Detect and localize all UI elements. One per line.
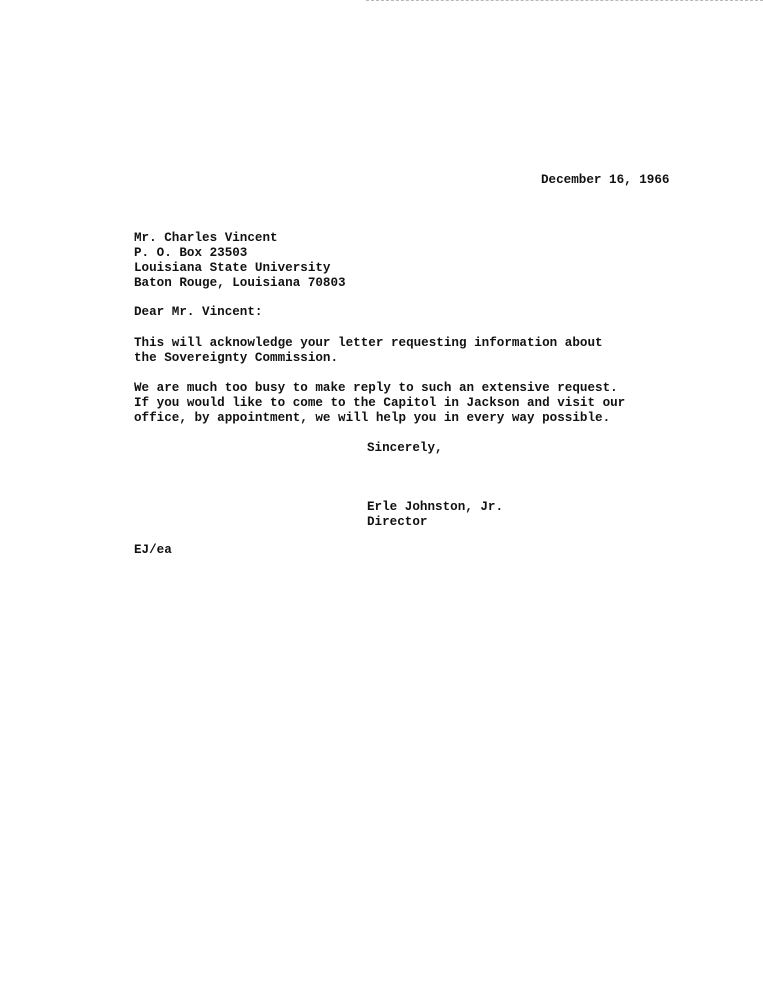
salutation: Dear Mr. Vincent:: [134, 305, 263, 319]
recipient-name: Mr. Charles Vincent: [134, 231, 278, 245]
paragraph-2-line-2: If you would like to come to the Capitol in Jackson and visit our: [134, 396, 626, 410]
paragraph-1-line-1: This will acknowledge your letter requesting information about: [134, 336, 603, 350]
signer-title: Director: [367, 515, 428, 529]
recipient-city: Baton Rouge, Louisiana 70803: [134, 276, 346, 290]
reference-initials: EJ/ea: [134, 543, 172, 557]
recipient-box: P. O. Box 23503: [134, 246, 248, 260]
closing: Sincerely,: [367, 441, 443, 455]
paragraph-2-line-1: We are much too busy to make reply to such an extensive request.: [134, 381, 618, 395]
letter-date: December 16, 1966: [541, 173, 670, 187]
body-paragraph-2: [134, 381, 625, 426]
recipient-address: [134, 231, 346, 291]
signer-name: Erle Johnston, Jr.: [367, 500, 504, 514]
paragraph-1-line-2: the Sovereignty Commission.: [134, 351, 339, 365]
paragraph-2-line-3: office, by appointment, we will help you in every way possible.: [134, 411, 611, 425]
signature-block: [367, 500, 503, 530]
recipient-institution: Louisiana State University: [134, 261, 331, 275]
body-paragraph-1: [134, 336, 603, 366]
